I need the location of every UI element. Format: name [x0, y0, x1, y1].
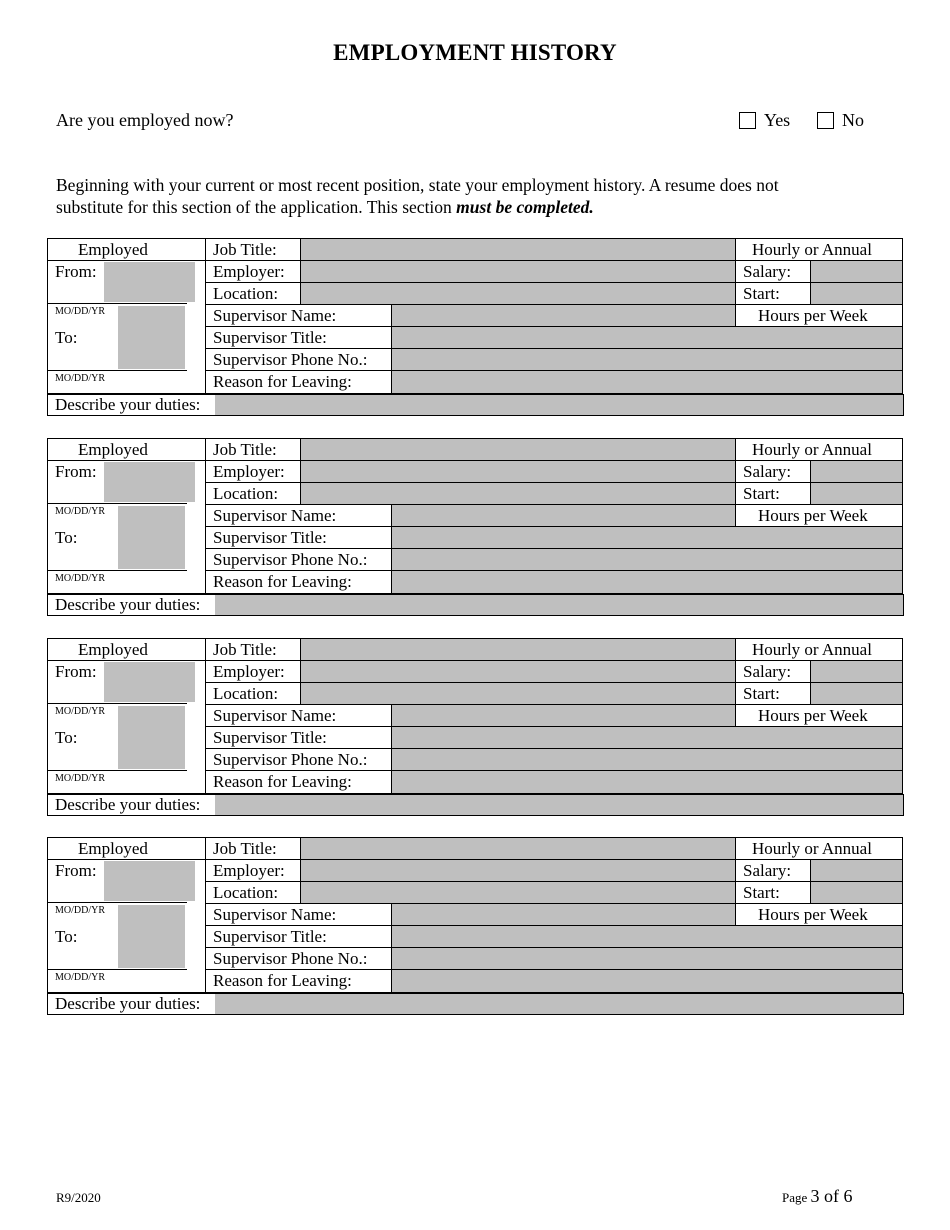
- job-title-label: Job Title:: [213, 240, 277, 259]
- divider: [47, 969, 187, 970]
- salary-label: Salary:: [743, 861, 792, 880]
- from-date-input[interactable]: [104, 662, 195, 702]
- employer-label: Employer:: [213, 462, 285, 481]
- job-title-input[interactable]: [301, 838, 735, 859]
- employment-entry-4: [47, 837, 904, 1015]
- divider: [810, 660, 811, 704]
- supervisor-phone-label: Supervisor Phone No.:: [213, 550, 368, 569]
- describe-duties-input[interactable]: [215, 595, 903, 615]
- supervisor-title-label: Supervisor Title:: [213, 328, 327, 347]
- hours-per-week-label: Hours per Week: [758, 905, 868, 924]
- describe-duties-label: Describe your duties:: [55, 994, 201, 1013]
- from-date-input[interactable]: [104, 462, 195, 502]
- from-date-format: MO/DD/YR: [55, 306, 106, 317]
- employer-input[interactable]: [301, 661, 735, 682]
- divider: [810, 859, 811, 903]
- from-date-format: MO/DD/YR: [55, 905, 106, 916]
- from-label: From:: [55, 662, 97, 681]
- supervisor-phone-label: Supervisor Phone No.:: [213, 350, 368, 369]
- employment-entry-1: [47, 238, 904, 416]
- supervisor-name-label: Supervisor Name:: [213, 706, 337, 725]
- yes-checkbox[interactable]: [739, 112, 756, 129]
- location-label: Location:: [213, 684, 279, 703]
- supervisor-name-input[interactable]: [392, 904, 735, 925]
- start-input[interactable]: [811, 882, 902, 903]
- no-checkbox-group[interactable]: [817, 110, 864, 131]
- supervisor-title-input[interactable]: [392, 327, 902, 348]
- describe-duties-label: Describe your duties:: [55, 795, 201, 814]
- from-label: From:: [55, 462, 97, 481]
- instructions-line-1: Beginning with your current or most recent position, state your employment history. A resume does not: [56, 175, 779, 195]
- job-title-label: Job Title:: [213, 640, 277, 659]
- instructions: [56, 174, 876, 218]
- supervisor-title-label: Supervisor Title:: [213, 728, 327, 747]
- employer-input[interactable]: [301, 860, 735, 881]
- employment-entry-3: [47, 638, 904, 816]
- employer-label: Employer:: [213, 662, 285, 681]
- start-input[interactable]: [811, 683, 902, 704]
- salary-input[interactable]: [811, 261, 902, 282]
- location-label: Location:: [213, 883, 279, 902]
- location-input[interactable]: [301, 882, 735, 903]
- location-label: Location:: [213, 484, 279, 503]
- divider: [47, 370, 187, 371]
- employed-label: Employed: [78, 440, 148, 459]
- salary-input[interactable]: [811, 860, 902, 881]
- supervisor-phone-label: Supervisor Phone No.:: [213, 949, 368, 968]
- divider: [810, 460, 811, 504]
- divider: [47, 260, 205, 261]
- supervisor-name-label: Supervisor Name:: [213, 306, 337, 325]
- yes-label: Yes: [764, 110, 791, 130]
- describe-duties-label: Describe your duties:: [55, 595, 201, 614]
- supervisor-phone-input[interactable]: [392, 549, 902, 570]
- yes-checkbox-group[interactable]: [739, 110, 790, 131]
- location-label: Location:: [213, 284, 279, 303]
- supervisor-name-input[interactable]: [392, 705, 735, 726]
- start-label: Start:: [743, 484, 780, 503]
- divider: [47, 902, 187, 903]
- employed-label: Employed: [78, 839, 148, 858]
- hourly-or-annual-label: Hourly or Annual: [752, 839, 872, 858]
- page-count: 3 of 6: [810, 1186, 853, 1206]
- page-title: EMPLOYMENT HISTORY: [333, 40, 617, 65]
- divider: [47, 703, 187, 704]
- describe-duties-label: Describe your duties:: [55, 395, 201, 414]
- hourly-or-annual-label: Hourly or Annual: [752, 640, 872, 659]
- salary-input[interactable]: [811, 661, 902, 682]
- reason-for-leaving-input[interactable]: [392, 571, 902, 593]
- salary-label: Salary:: [743, 462, 792, 481]
- supervisor-phone-input[interactable]: [392, 948, 902, 969]
- describe-duties-input[interactable]: [215, 395, 903, 415]
- employment-entry-2: [47, 438, 904, 616]
- to-label: To:: [55, 328, 78, 347]
- supervisor-title-label: Supervisor Title:: [213, 927, 327, 946]
- to-date-format: MO/DD/YR: [55, 773, 106, 784]
- start-input[interactable]: [811, 283, 902, 304]
- supervisor-title-input[interactable]: [392, 727, 902, 748]
- salary-label: Salary:: [743, 262, 792, 281]
- start-label: Start:: [743, 684, 780, 703]
- salary-label: Salary:: [743, 662, 792, 681]
- supervisor-title-input[interactable]: [392, 926, 902, 947]
- hours-per-week-label: Hours per Week: [758, 306, 868, 325]
- job-title-label: Job Title:: [213, 440, 277, 459]
- location-input[interactable]: [301, 683, 735, 704]
- reason-for-leaving-label: Reason for Leaving:: [213, 772, 352, 791]
- supervisor-name-label: Supervisor Name:: [213, 905, 337, 924]
- from-date-format: MO/DD/YR: [55, 706, 106, 717]
- supervisor-title-label: Supervisor Title:: [213, 528, 327, 547]
- employer-input[interactable]: [301, 461, 735, 482]
- divider: [47, 503, 187, 504]
- employed-label: Employed: [78, 640, 148, 659]
- to-label: To:: [55, 528, 78, 547]
- employer-input[interactable]: [301, 261, 735, 282]
- start-label: Start:: [743, 883, 780, 902]
- job-title-label: Job Title:: [213, 839, 277, 858]
- hourly-or-annual-label: Hourly or Annual: [752, 440, 872, 459]
- reason-for-leaving-input[interactable]: [392, 771, 902, 793]
- from-label: From:: [55, 262, 97, 281]
- to-date-input[interactable]: [118, 905, 185, 968]
- start-label: Start:: [743, 284, 780, 303]
- to-date-input[interactable]: [118, 506, 185, 569]
- describe-duties-input[interactable]: [215, 994, 903, 1014]
- to-date-input[interactable]: [118, 306, 185, 369]
- supervisor-name-input[interactable]: [392, 305, 735, 326]
- supervisor-name-label: Supervisor Name:: [213, 506, 337, 525]
- job-title-input[interactable]: [301, 439, 735, 460]
- supervisor-title-input[interactable]: [392, 527, 902, 548]
- from-date-input[interactable]: [104, 262, 195, 302]
- to-label: To:: [55, 927, 78, 946]
- describe-duties-input[interactable]: [215, 795, 903, 815]
- page-word: Page: [782, 1190, 811, 1205]
- location-input[interactable]: [301, 483, 735, 504]
- reason-for-leaving-input[interactable]: [392, 371, 902, 393]
- to-date-format: MO/DD/YR: [55, 573, 106, 584]
- from-date-format: MO/DD/YR: [55, 506, 106, 517]
- supervisor-phone-label: Supervisor Phone No.:: [213, 750, 368, 769]
- divider: [47, 859, 205, 860]
- job-title-input[interactable]: [301, 239, 735, 260]
- to-date-format: MO/DD/YR: [55, 373, 106, 384]
- employer-label: Employer:: [213, 861, 285, 880]
- divider: [47, 660, 205, 661]
- reason-for-leaving-label: Reason for Leaving:: [213, 372, 352, 391]
- supervisor-phone-input[interactable]: [392, 349, 902, 370]
- divider: [810, 260, 811, 304]
- reason-for-leaving-label: Reason for Leaving:: [213, 572, 352, 591]
- divider: [47, 770, 187, 771]
- to-label: To:: [55, 728, 78, 747]
- start-input[interactable]: [811, 483, 902, 504]
- page-number: [782, 1186, 853, 1207]
- revision-code: R9/2020: [56, 1190, 101, 1205]
- supervisor-phone-input[interactable]: [392, 749, 902, 770]
- from-label: From:: [55, 861, 97, 880]
- employed-now-question: Are you employed now?: [56, 110, 234, 130]
- divider: [47, 303, 187, 304]
- no-checkbox[interactable]: [817, 112, 834, 129]
- divider: [47, 460, 205, 461]
- instructions-emphasis: must be completed.: [456, 197, 594, 217]
- to-date-input[interactable]: [118, 706, 185, 769]
- reason-for-leaving-label: Reason for Leaving:: [213, 971, 352, 990]
- hourly-or-annual-label: Hourly or Annual: [752, 240, 872, 259]
- supervisor-name-input[interactable]: [392, 505, 735, 526]
- hours-per-week-label: Hours per Week: [758, 506, 868, 525]
- salary-input[interactable]: [811, 461, 902, 482]
- instructions-line-2: substitute for this section of the application. This section: [56, 197, 457, 217]
- divider: [47, 570, 187, 571]
- job-title-input[interactable]: [301, 639, 735, 660]
- hours-per-week-label: Hours per Week: [758, 706, 868, 725]
- from-date-input[interactable]: [104, 861, 195, 901]
- employer-label: Employer:: [213, 262, 285, 281]
- employed-label: Employed: [78, 240, 148, 259]
- to-date-format: MO/DD/YR: [55, 972, 106, 983]
- no-label: No: [842, 110, 864, 130]
- location-input[interactable]: [301, 283, 735, 304]
- reason-for-leaving-input[interactable]: [392, 970, 902, 992]
